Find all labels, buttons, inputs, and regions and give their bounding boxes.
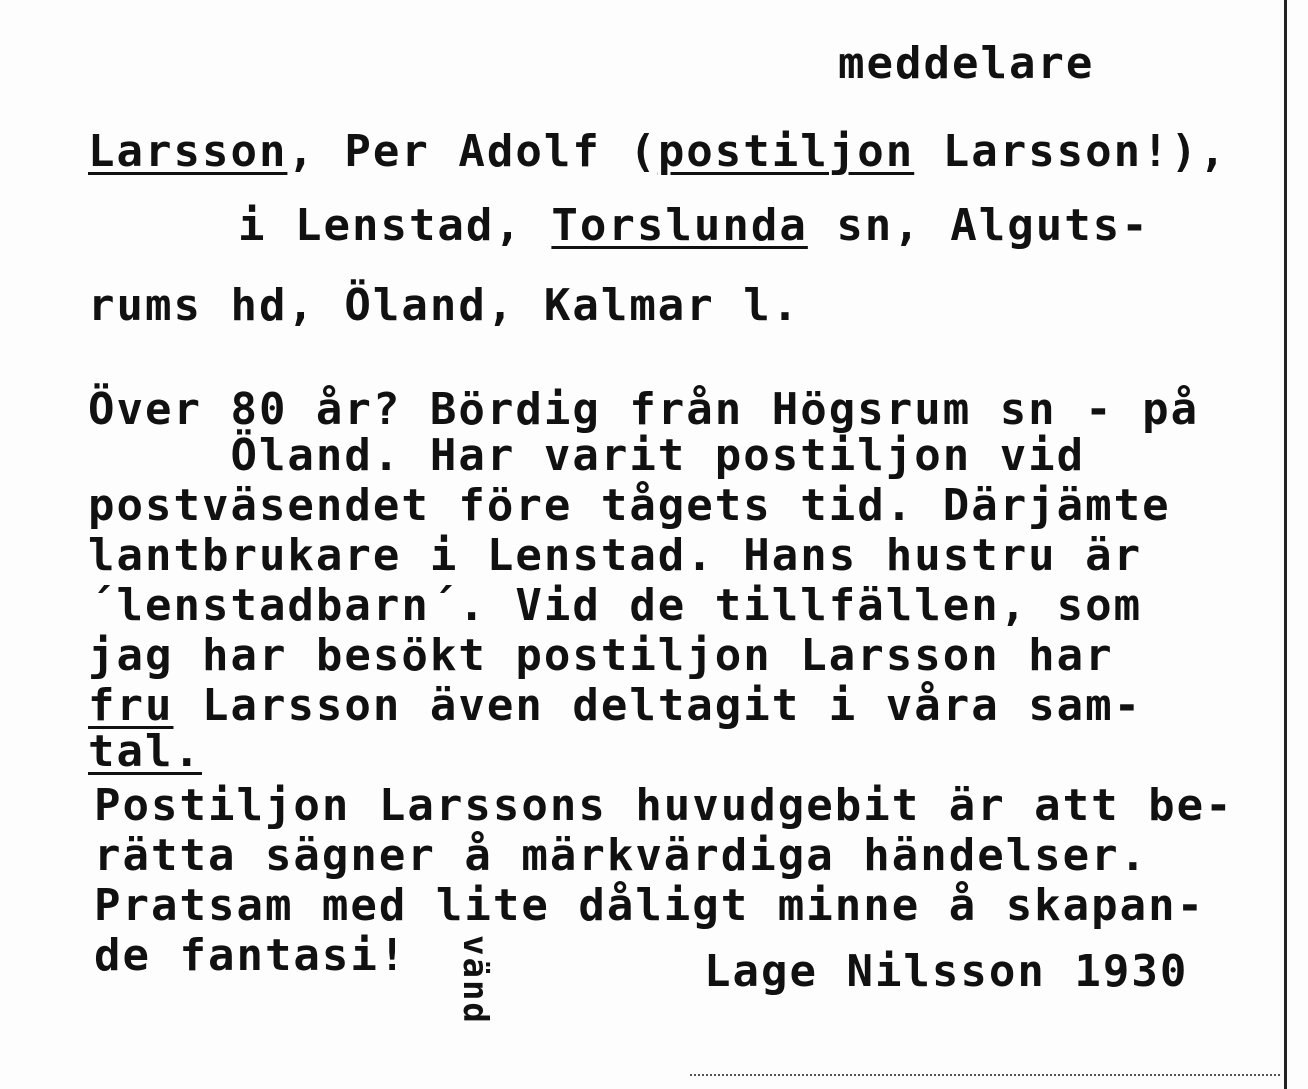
body-line: postväsendet före tågets tid. Därjämte [88, 480, 1171, 531]
fru-rest: Larsson även deltagit i våra sam- [173, 680, 1143, 731]
bottom-dotted-line [690, 1074, 1280, 1078]
signature: Lage Nilsson 1930 [704, 946, 1189, 997]
body-line: lantbrukare i Lenstad. Hans hustru är [88, 530, 1143, 581]
body-line: ´lenstadbarn´. Vid de tillfällen, som [88, 580, 1143, 631]
body-line: rätta sägner å märkvärdiga händelser. [94, 830, 1149, 881]
body-line-tal [88, 726, 202, 778]
address-suffix: sn, Alguts- [807, 200, 1150, 251]
card-edge [1284, 0, 1287, 1089]
parish: Torslunda [551, 200, 808, 251]
occupation: postiljon [657, 126, 915, 177]
informant-name-line [88, 126, 1228, 178]
body-line: Över 80 år? Bördig från Högsrum sn - på [88, 384, 1200, 435]
informant-label: meddelare [838, 38, 1095, 89]
fru-word: fru [88, 680, 174, 731]
body-line-fru [88, 680, 1142, 732]
body-line-last: de fantasi! [94, 930, 408, 981]
body-line: jag har besökt postiljon Larsson har [88, 630, 1114, 681]
turn-over-note: vänd [455, 935, 495, 1025]
body-line: Pratsam med lite dåligt minne å skapan- [94, 880, 1206, 931]
given-names: , Per Adolf ( [287, 126, 658, 177]
surname: Larsson [88, 126, 288, 177]
address-line-1 [238, 200, 1150, 252]
body-line: Postiljon Larssons huvudgebit är att be- [94, 780, 1234, 831]
body-line: Öland. Har varit postiljon vid [88, 430, 1086, 481]
address-line-2: rums hd, Öland, Kalmar l. [88, 280, 801, 331]
nickname-suffix: Larsson!), [914, 126, 1228, 177]
address-prefix: i Lenstad, [238, 200, 552, 251]
tal-word: tal. [88, 726, 202, 777]
